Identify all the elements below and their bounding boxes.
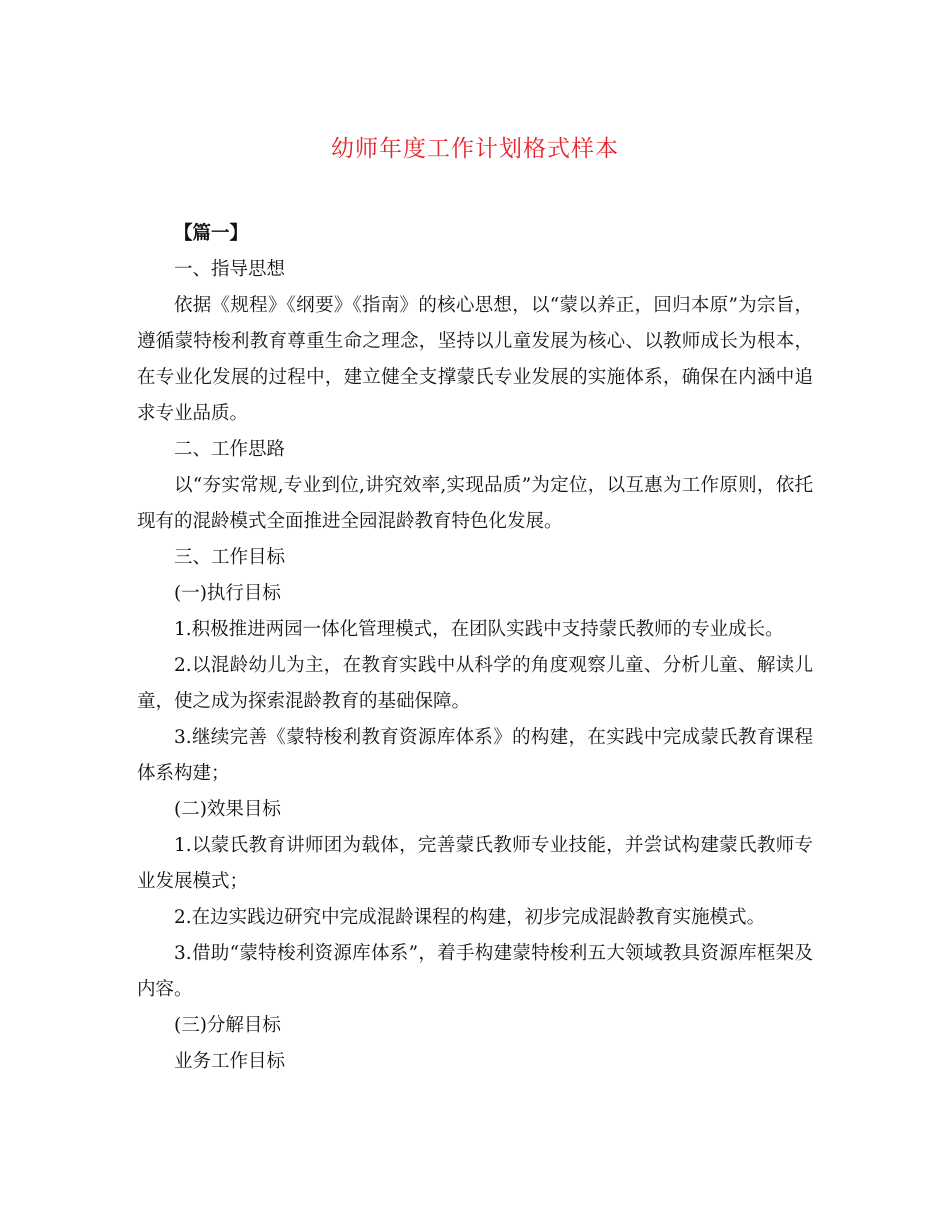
list-item: 2.以混龄幼儿为主，在教育实践中从科学的角度观察儿童、分析儿童、解读儿童，使之成为探索混龄教育的基础保障。 (137, 655, 813, 712)
document-body (137, 216, 813, 1080)
heading-guiding-ideology: 一、指导思想 (174, 259, 286, 280)
document-title: 幼师年度工作计划格式样本 (331, 136, 619, 162)
subheading-execution-goals: (一)执行目标 (174, 583, 281, 604)
list-item: 2.在边实践边研究中完成混龄课程的构建，初步完成混龄教育实施模式。 (174, 907, 766, 928)
list-item: 1.以蒙氏教育讲师团为载体，完善蒙氏教师专业技能，并尝试构建蒙氏教师专业发展模式； (137, 835, 813, 892)
subheading-effect-goals: (二)效果目标 (174, 799, 281, 820)
list-item: 3.借助“蒙特梭利资源库体系”，着手构建蒙特梭利五大领域教具资源库框架及内容。 (137, 943, 813, 1000)
subheading-breakdown-goals: (三)分解目标 (174, 1015, 281, 1036)
list-item: 3.继续完善《蒙特梭利教育资源库体系》的构建，在实践中完成蒙氏教育课程体系构建； (137, 727, 813, 784)
heading-work-goals: 三、工作目标 (174, 547, 286, 568)
heading-work-approach: 二、工作思路 (174, 439, 286, 460)
section-heading-part-one: 【篇一】 (174, 223, 249, 244)
paragraph-guiding-ideology: 依据《规程》《纲要》《指南》的核心思想，以“蒙以养正，回归本原”为宗旨，遵循蒙特梭利教育尊重生命之理念，坚持以儿童发展为核心、以教师成长为根本，在专业化发展的过程中，建立健全支撑蒙氏专业发展的实施体系，确保在内涵中追求专业品质。 (137, 295, 813, 424)
subheading-business-work-goals: 业务工作目标 (174, 1051, 286, 1072)
paragraph-work-approach: 以“夯实常规,专业到位,讲究效率,实现品质”为定位，以互惠为工作原则，依托现有的混龄模式全面推进全园混龄教育特色化发展。 (137, 475, 813, 532)
list-item: 1.积极推进两园一体化管理模式，在团队实践中支持蒙氏教师的专业成长。 (174, 619, 784, 640)
